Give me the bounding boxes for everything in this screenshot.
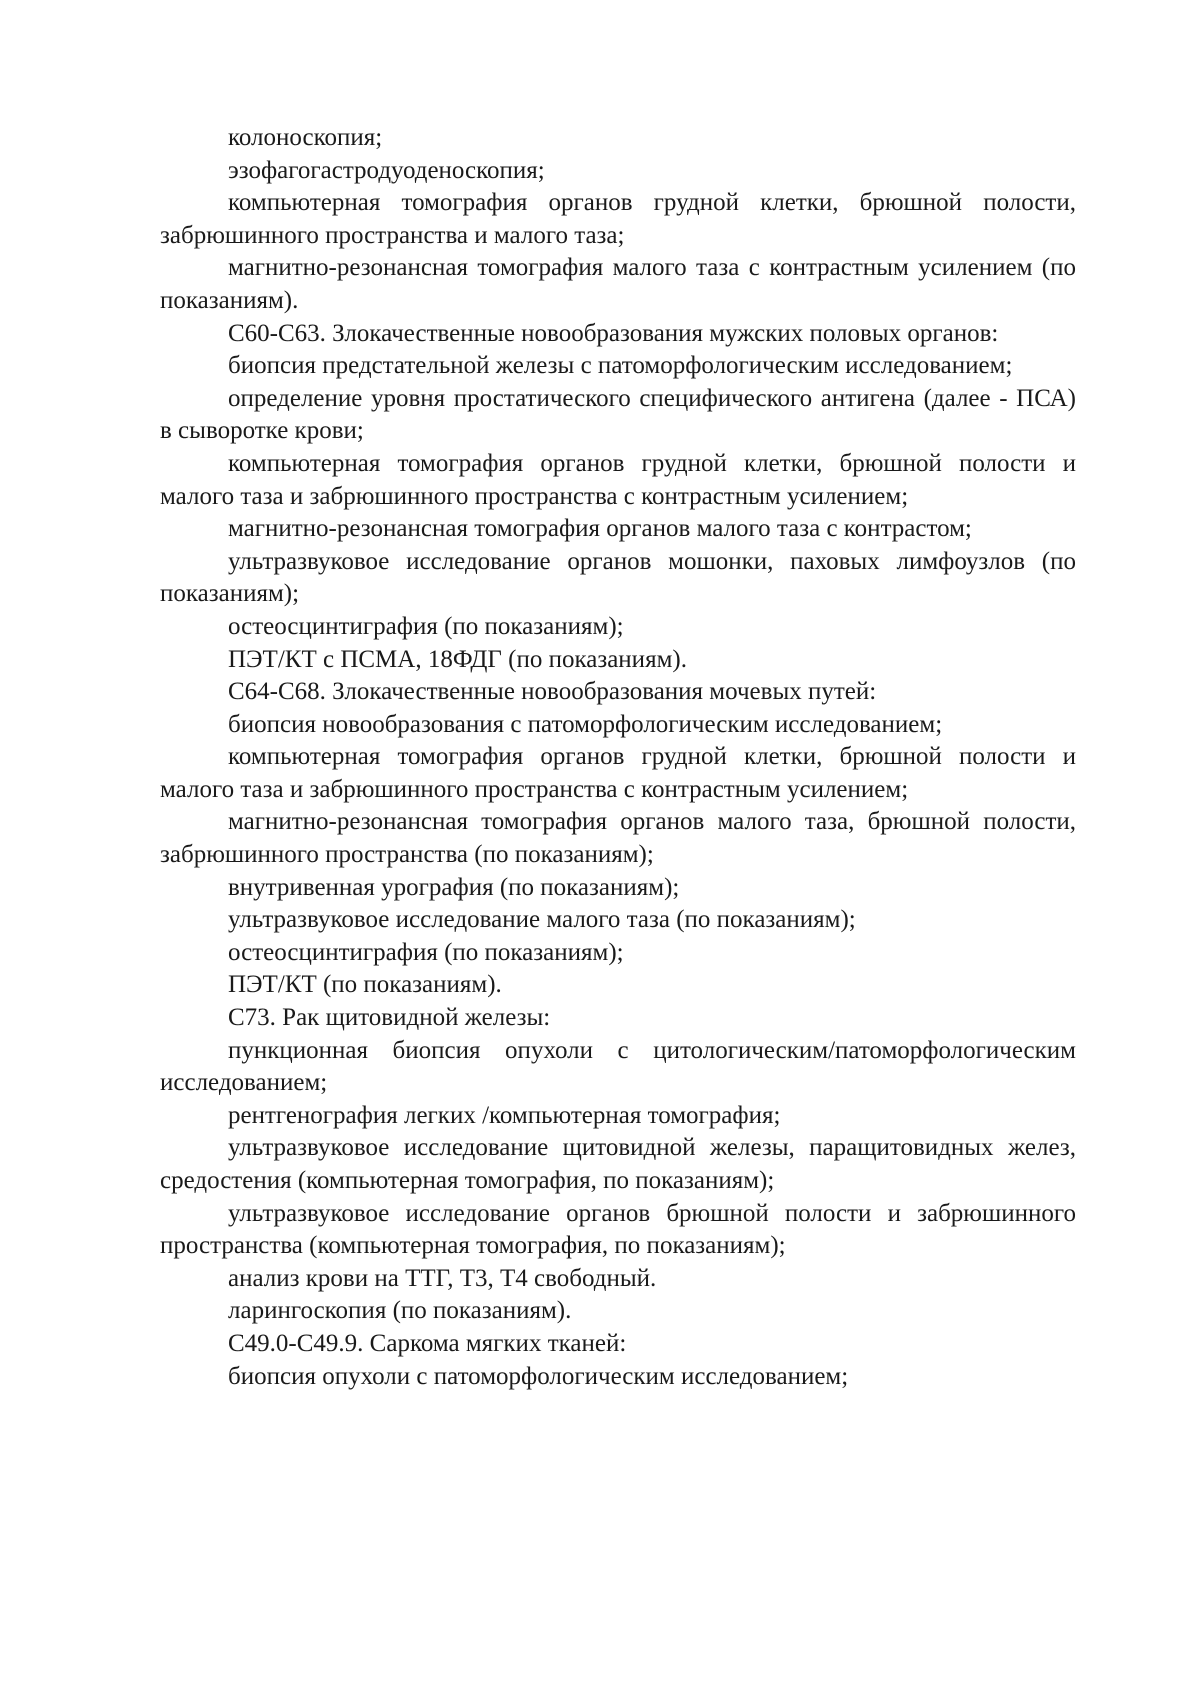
section-heading: С60-С63. Злокачественные новообразования мужских половых органов: — [228, 319, 999, 347]
section-heading: С49.0-С49.9. Саркома мягких тканей: — [228, 1329, 627, 1357]
section-heading: С64-С68. Злокачественные новообразования мочевых путей: — [228, 678, 877, 706]
paragraph: рентгенография легких /компьютерная томография; — [228, 1101, 781, 1129]
paragraph: ультразвуковое исследование органов мошонки, паховых лимфоузлов (по показаниям); — [160, 547, 1076, 608]
paragraph: остеосцинтиграфия (по показаниям); — [228, 612, 624, 640]
paragraph: компьютерная томография органов грудной клетки, брюшной полости, забрюшинного пространства и малого таза; — [160, 189, 1076, 249]
paragraph: ларингоскопия (по показаниям). — [228, 1297, 572, 1325]
paragraph: остеосцинтиграфия (по показаниям); — [228, 938, 624, 966]
paragraph: пункционная биопсия опухоли с цитологическим/патоморфологическим исследованием; — [160, 1036, 1076, 1097]
paragraph: биопсия опухоли с патоморфологическим исследованием; — [228, 1362, 849, 1390]
paragraph: эзофагогастродуоденоскопия; — [228, 156, 545, 184]
paragraph: ПЭТ/КТ с ПСМА, 18ФДГ (по показаниям). — [228, 645, 687, 673]
paragraph: ПЭТ/КТ (по показаниям). — [228, 971, 502, 999]
paragraph: биопсия новообразования с патоморфологическим исследованием; — [228, 710, 943, 738]
paragraph: компьютерная томография органов грудной клетки, брюшной полости и малого таза и забрюшинного пространства с контрастным усилением; — [160, 743, 1076, 803]
paragraph: магнитно-резонансная томография органов малого таза с контрастом; — [228, 515, 972, 543]
paragraph: магнитно-резонансная томография малого таза с контрастным усилением (по показаниям). — [160, 254, 1076, 314]
paragraph: компьютерная томография органов грудной клетки, брюшной полости и малого таза и забрюшинного пространства с контрастным усилением; — [160, 449, 1076, 510]
paragraph: ультразвуковое исследование щитовидной железы, паращитовидных желез, средостения (компьютерная томография, по показаниям); — [160, 1134, 1076, 1194]
paragraph: магнитно-резонансная томография органов малого таза, брюшной полости, забрюшинного пространства (по показаниям); — [160, 808, 1076, 869]
paragraph: внутривенная урография (по показаниям); — [228, 873, 680, 901]
section-heading: С73. Рак щитовидной железы: — [228, 1004, 551, 1032]
paragraph: анализ крови на ТТГ, Т3, Т4 свободный. — [228, 1264, 657, 1292]
paragraph: колоноскопия; — [228, 124, 383, 151]
document-page — [160, 122, 1076, 1393]
paragraph: ультразвуковое исследование органов брюшной полости и забрюшинного пространства (компьютерная томография, по показаниям); — [160, 1199, 1076, 1260]
paragraph: определение уровня простатического специфического антигена (далее - ПСА) в сыворотке крови; — [160, 384, 1076, 445]
paragraph: биопсия предстательной железы с патоморфологическим исследованием; — [228, 352, 1013, 380]
paragraph: ультразвуковое исследование малого таза (по показаниям); — [228, 906, 856, 934]
